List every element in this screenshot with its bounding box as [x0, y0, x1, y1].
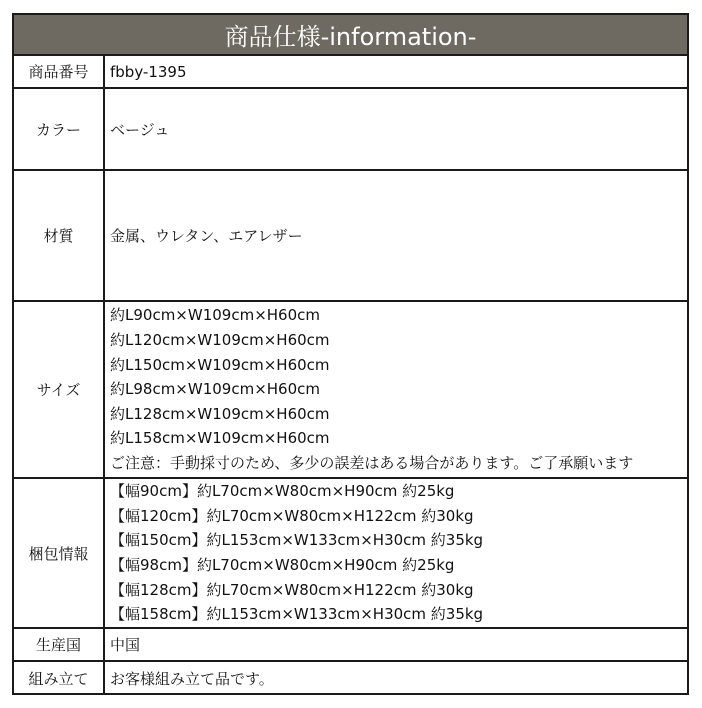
- packaging-line: 【幅150cm】約L153cm×W133cm×H30cm 約35kg: [110, 531, 484, 550]
- size-line: 約L120cm×W109cm×H60cm: [110, 331, 330, 350]
- value-material: 金属、ウレタン、エアレザー: [105, 171, 687, 302]
- label-packaging: 梱包情報: [14, 479, 105, 629]
- packaging-line: 【幅98cm】約L70cm×W80cm×H90cm 約25kg: [110, 556, 455, 574]
- spec-title: 商品仕様-information-: [14, 15, 687, 56]
- packaging-line: 【幅90cm】約L70cm×W80cm×H90cm 約25kg: [110, 482, 455, 501]
- size-line: 約L150cm×W109cm×H60cm: [110, 355, 330, 374]
- packaging-line: 【幅120cm】約L70cm×W80cm×H122cm 約30kg: [110, 506, 474, 525]
- label-size: サイズ: [14, 302, 105, 479]
- value-size: [105, 302, 687, 479]
- size-line: 約L158cm×W109cm×H60cm: [110, 429, 330, 448]
- size-line: 約L128cm×W109cm×H60cm: [110, 404, 330, 423]
- value-product-number: fbby-1395: [105, 56, 687, 89]
- value-assembly: お客様組み立て品です。: [110, 670, 274, 688]
- value-color: ベージュ: [105, 89, 687, 171]
- label-assembly: 組み立て: [14, 662, 105, 695]
- label-color: カラー: [14, 89, 105, 171]
- packaging-line: 【幅158cm】約L153cm×W133cm×H30cm 約35kg: [110, 605, 484, 624]
- size-line: 約L98cm×W109cm×H60cm: [110, 380, 320, 399]
- value-packaging: [105, 479, 687, 629]
- label-product-number: 商品番号: [14, 56, 105, 89]
- size-note: ご注意：手動採寸のため、多少の誤差はある場合があります。ご了承願います: [110, 453, 634, 472]
- value-country: 中国: [105, 629, 687, 662]
- label-material: 材質: [14, 171, 105, 302]
- size-line: 約L90cm×W109cm×H60cm: [110, 306, 320, 325]
- spec-table: [12, 13, 689, 695]
- packaging-line: 【幅128cm】約L70cm×W80cm×H122cm 約30kg: [110, 580, 474, 599]
- label-country: 生産国: [14, 629, 105, 662]
